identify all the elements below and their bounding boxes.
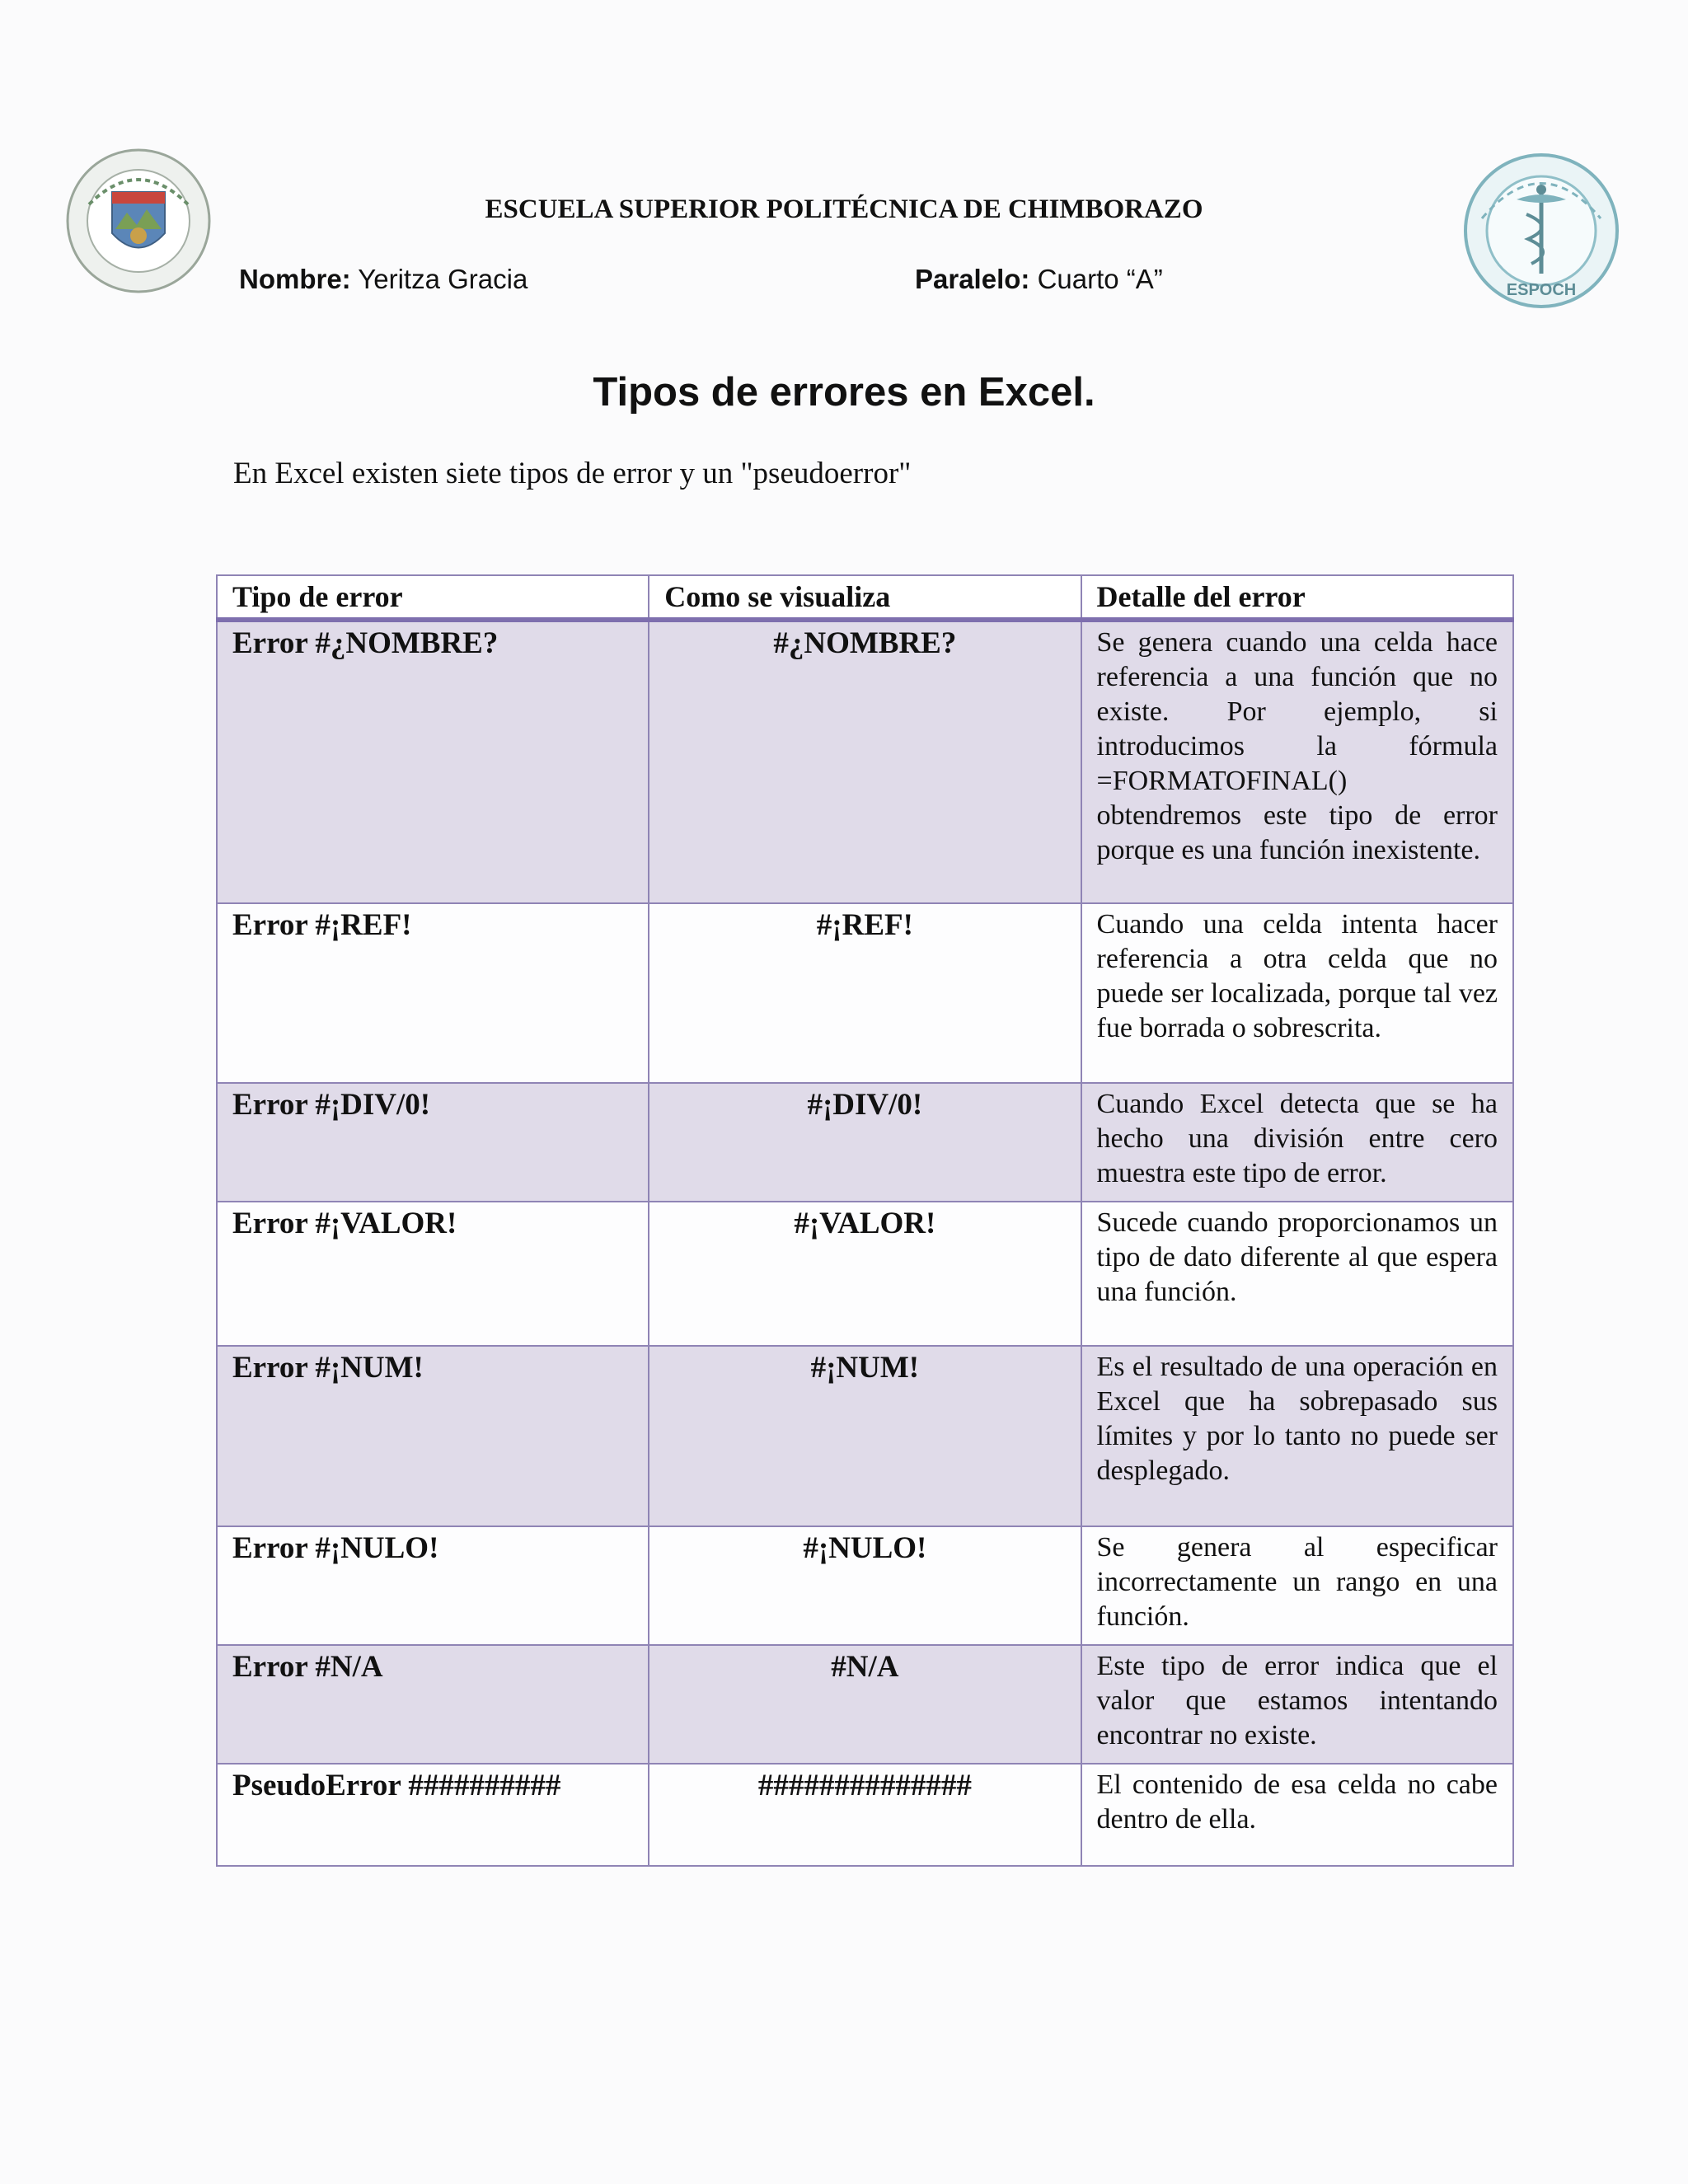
error-type: Error #N/A — [217, 1645, 649, 1764]
error-detail: Cuando una celda intenta hacer referencia a otra celda que no puede ser localizada, porque tal vez fue borrada o sobrescrita. — [1081, 903, 1513, 1083]
table-row — [217, 1645, 1513, 1764]
error-visual: #N/A — [649, 1645, 1081, 1764]
error-visual: #¡DIV/0! — [649, 1083, 1081, 1202]
error-visual: #¡NULO! — [649, 1526, 1081, 1645]
paralelo-label: Paralelo: — [915, 264, 1030, 294]
school-name: ESCUELA SUPERIOR POLITÉCNICA DE CHIMBORAZO — [485, 194, 1203, 224]
table-row — [217, 1526, 1513, 1645]
error-visual: ############## — [649, 1764, 1081, 1866]
error-type: Error #¡REF! — [217, 903, 649, 1083]
error-type: Error #¡DIV/0! — [217, 1083, 649, 1202]
error-detail: Se genera al especificar incorrectamente un rango en una función. — [1081, 1526, 1513, 1645]
error-visual: #¿NOMBRE? — [649, 620, 1081, 903]
intro-text: En Excel existen siete tipos de error y un "pseudoerror" — [233, 457, 912, 490]
errors-table — [216, 574, 1514, 1867]
student-name — [239, 264, 528, 295]
name-label: Nombre: — [239, 264, 351, 294]
table-row — [217, 1202, 1513, 1346]
error-visual: #¡REF! — [649, 903, 1081, 1083]
error-detail: Cuando Excel detecta que se ha hecho una división entre cero muestra este tipo de error. — [1081, 1083, 1513, 1202]
seal-text: ESPOCH — [1506, 281, 1577, 299]
error-visual: #¡VALOR! — [649, 1202, 1081, 1346]
error-detail: Este tipo de error indica que el valor que estamos intentando encontrar no existe. — [1081, 1645, 1513, 1764]
error-visual: #¡NUM! — [649, 1346, 1081, 1526]
paralelo-value: Cuarto “A” — [1037, 264, 1163, 294]
table-row — [217, 1083, 1513, 1202]
name-value: Yeritza Gracia — [358, 264, 528, 294]
error-detail: Se genera cuando una celda hace referencia a una función que no existe. Por ejemplo, si introducimos la fórmula =FORMATOFINAL() obtendremos este tipo de error porque es una función inexistente. — [1081, 620, 1513, 903]
error-detail: Sucede cuando proporcionamos un tipo de dato diferente al que espera una función. — [1081, 1202, 1513, 1346]
error-detail: Es el resultado de una operación en Excel que ha sobrepasado sus límites y por lo tanto no puede ser desplegado. — [1081, 1346, 1513, 1526]
header-visual: Como se visualiza — [649, 575, 1081, 620]
error-detail: El contenido de esa celda no cabe dentro de ella. — [1081, 1764, 1513, 1866]
error-type: PseudoError ########## — [217, 1764, 649, 1866]
header-type: Tipo de error — [217, 575, 649, 620]
table-row — [217, 1346, 1513, 1526]
salud-publica-seal-icon — [1459, 148, 1624, 313]
table-row — [217, 903, 1513, 1083]
error-type: Error #¡VALOR! — [217, 1202, 649, 1346]
header-row — [217, 575, 1513, 620]
paralelo — [915, 264, 1163, 295]
table-row — [217, 620, 1513, 903]
table-row — [217, 1764, 1513, 1866]
error-type: Error #¿NOMBRE? — [217, 620, 649, 903]
error-type: Error #¡NUM! — [217, 1346, 649, 1526]
page-title: Tipos de errores en Excel. — [593, 370, 1095, 415]
header-detail: Detalle del error — [1081, 575, 1513, 620]
error-type: Error #¡NULO! — [217, 1526, 649, 1645]
